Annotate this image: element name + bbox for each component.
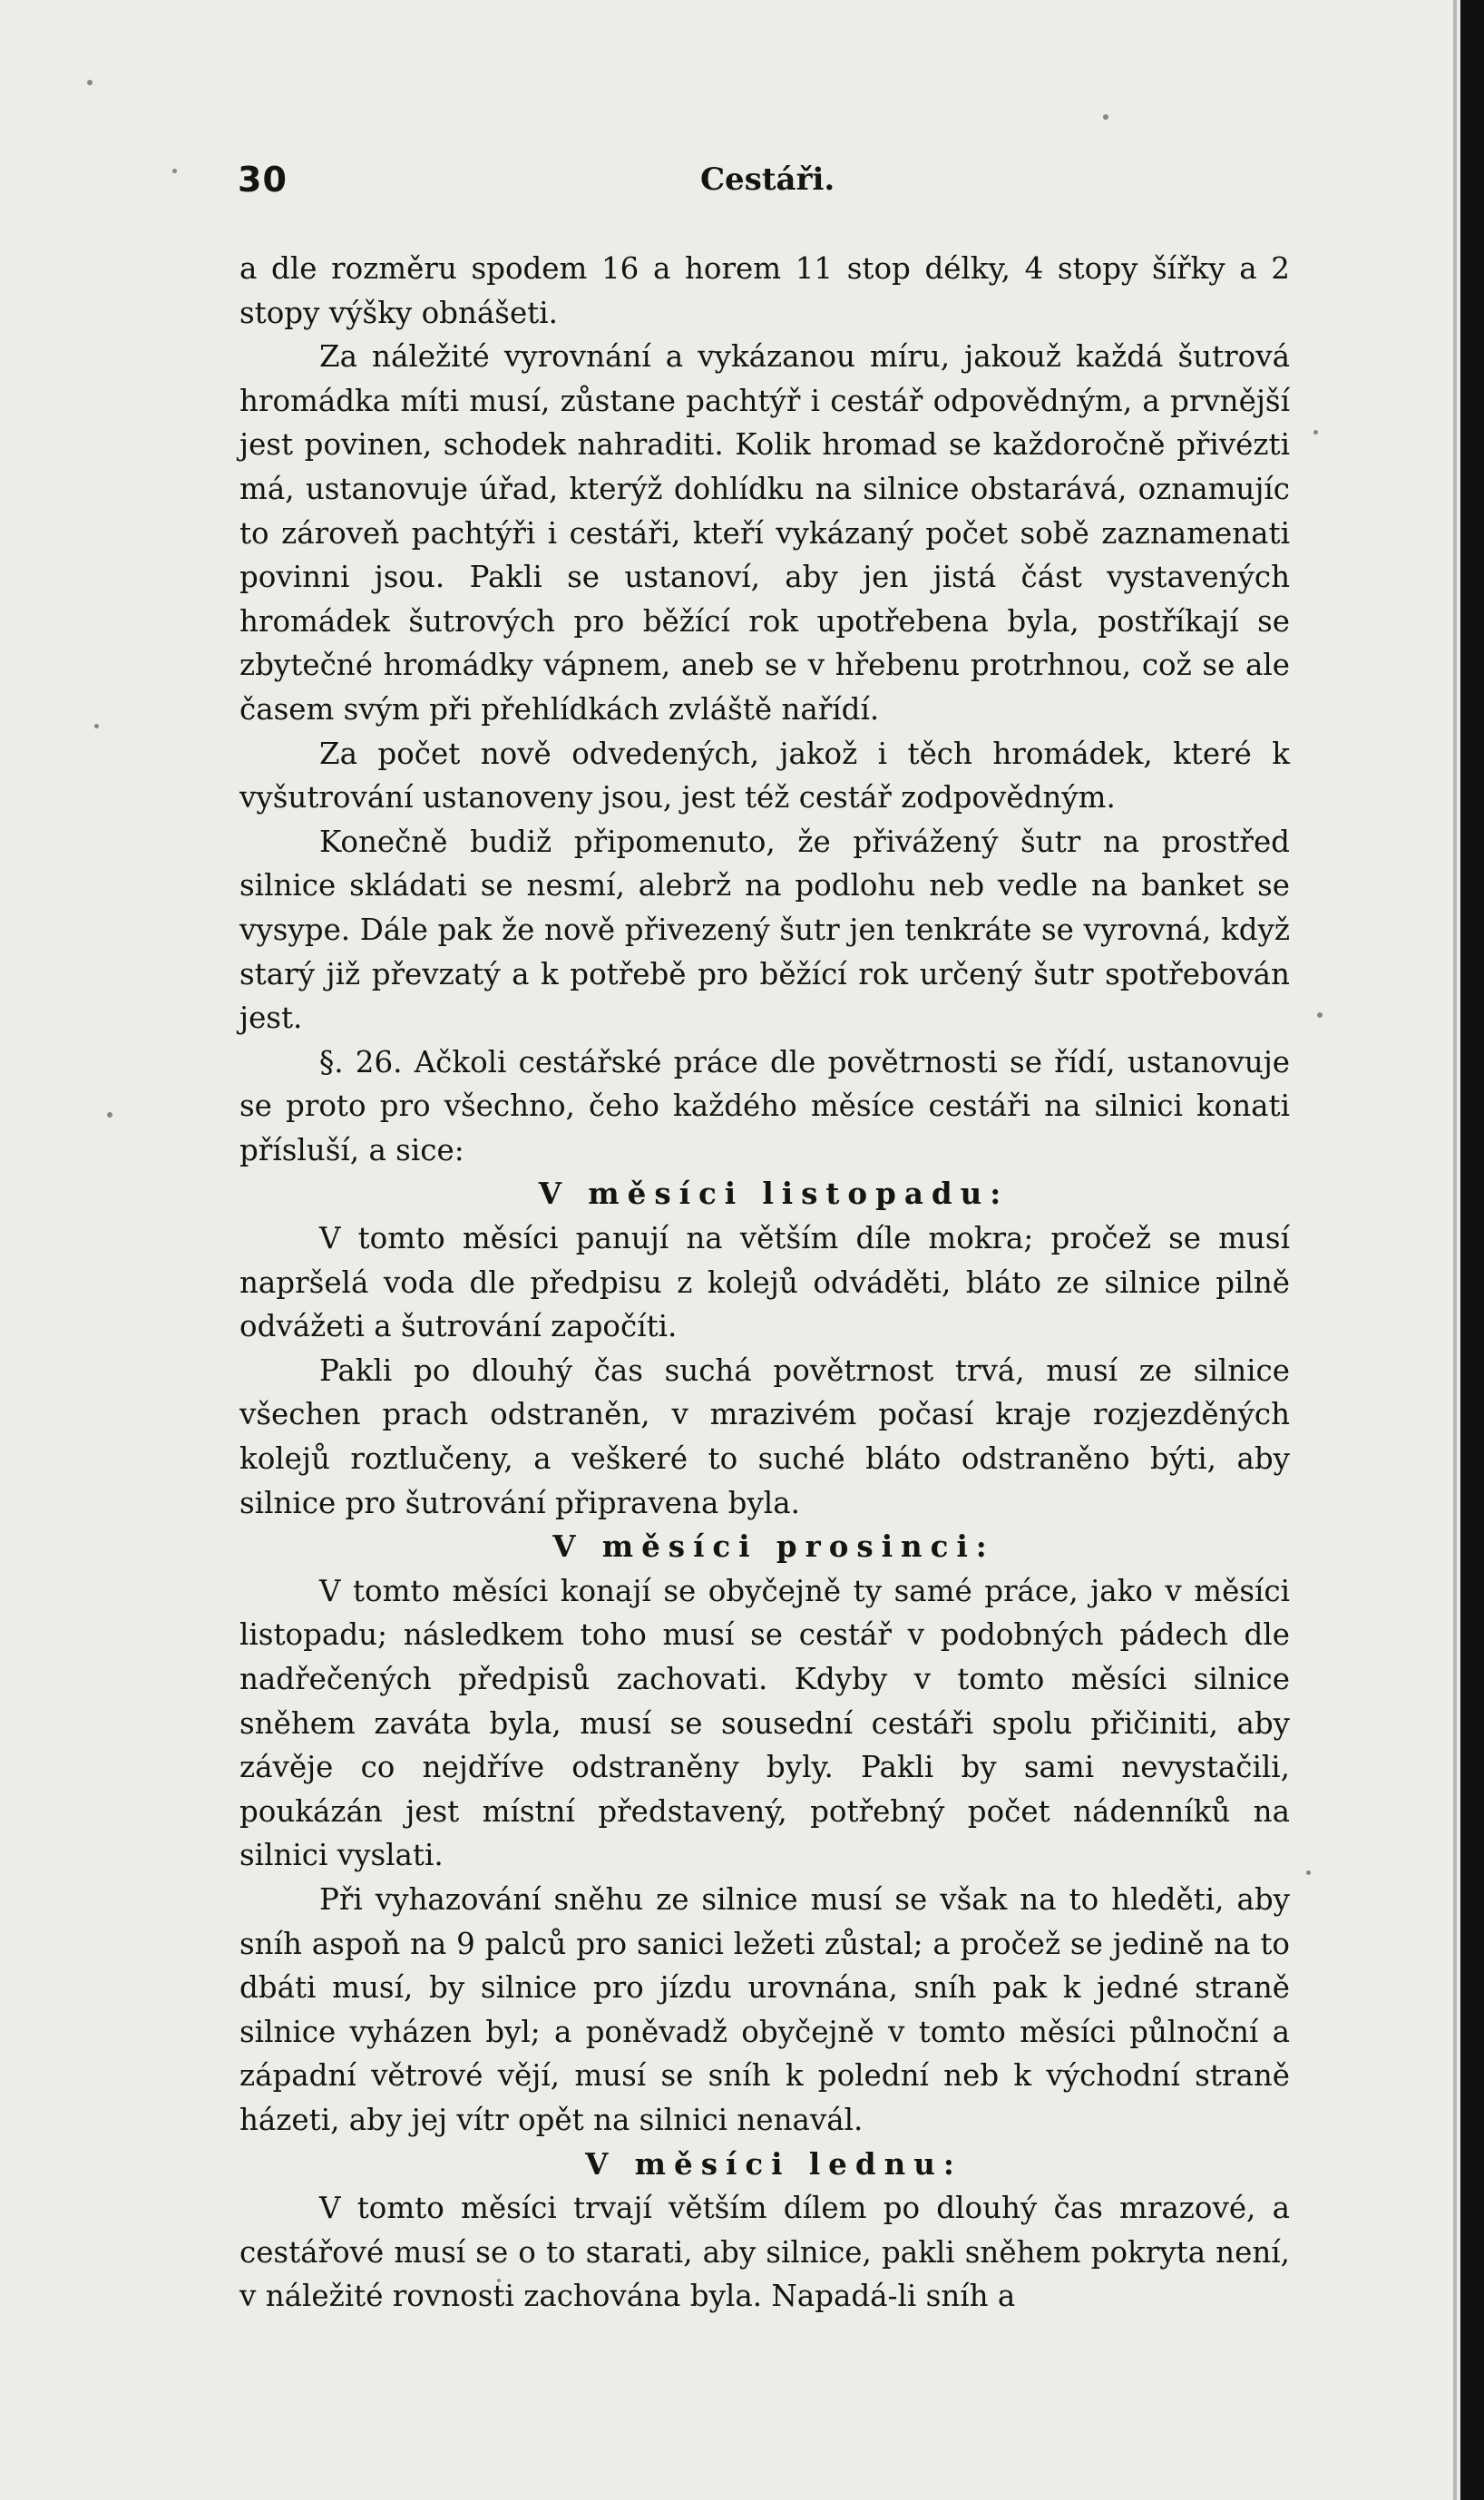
month-heading-leden: V měsíci lednu: bbox=[585, 2145, 962, 2182]
body-text bbox=[239, 247, 1290, 2319]
scan-edge bbox=[1460, 0, 1484, 2500]
scan-speck bbox=[1313, 430, 1318, 435]
scan-speck bbox=[87, 80, 93, 85]
paragraph: Konečně budiž připomenuto, že přivážený šutr na prostřed silnice skládati se nesmí, alebrž na podlohu neb vedle na banket se vysype. Dále pak že nově přivezený šutr jen tenkráte se vyrovná, když starý již převzatý a k potřebě pro běžící rok určený šutr spotřebován jest. bbox=[239, 824, 1290, 1036]
scan-edge-shadow bbox=[1453, 0, 1457, 2500]
scan-speck bbox=[1317, 1012, 1323, 1018]
paragraph: V tomto měsíci konají se obyčejně ty samé práce, jako v měsíci listopadu; následkem toho musí se cestář v podobných pádech dle nadřečených předpisů zachovati. Kdyby v tomto měsíci silnice sněhem zaváta byla, musí se sousední cestáři spolu přičiniti, aby závěje co nejdříve odstraněny byly. Pakli by sami nevystačili, poukázán jest místní představený, potřebný počet nádenníků na silnici vyslati. bbox=[239, 1573, 1290, 1873]
paragraph: Za náležité vyrovnání a vykázanou míru, jakouž každá šutrová hromádka míti musí, zůstane pachtýř i cestář odpovědným, a prvnější jest povinen, schodek nahraditi. Kolik hromad se každoročně přivézti má, ustanovuje úřad, kterýž dohlídku na silnice obstarává, oznamujíc to zároveň pachtýři i cestáři, kteří vykázaný počet sobě zaznamenati povinni jsou. Pakli se ustanoví, aby jen jistá část vystavených hromádek šutrových pro běžící rok upotřebena byla, postříkají se zbytečné hromádky vápnem, aneb se v hřebenu protrhnou, což se ale časem svým při přehlídkách zvláště nařídí. bbox=[239, 339, 1290, 727]
paragraph: Pakli po dlouhý čas suchá povětrnost trvá, musí ze silnice všechen prach odstraněn, v mrazivém počasí kraje rozjezděných kolejů roztlučeny, a veškeré to suché bláto odstraněno býti, aby silnice pro šutrování připravena byla. bbox=[239, 1353, 1290, 1520]
section-paragraph: §. 26. Ačkoli cestářské práce dle povětrnosti se řídí, ustanovuje se proto pro všechno, čeho každého měsíce cestáři na silnici konati přísluší, a sice: bbox=[239, 1044, 1290, 1167]
paragraph: V tomto měsíci panují na větším díle mokra; pročež se musí napršelá voda dle předpisu z kolejů odváděti, bláto ze silnice pilně odvážeti a šutrování započíti. bbox=[239, 1221, 1290, 1344]
month-heading-listopad: V měsíci listopadu: bbox=[538, 1176, 1010, 1212]
paragraph: a dle rozměru spodem 16 a horem 11 stop délky, 4 stopy šířky a 2 stopy výšky obnášeti. bbox=[239, 251, 1290, 330]
month-heading-prosinec: V měsíci prosinci: bbox=[552, 1528, 995, 1565]
scan-speck bbox=[107, 1112, 112, 1118]
scan-speck bbox=[1103, 114, 1108, 120]
scan-speck bbox=[1306, 1870, 1311, 1875]
paragraph: Při vyhazování sněhu ze silnice musí se však na to hleděti, aby sníh aspoň na 9 palců pro sanici ležeti zůstal; a pročež se jedině na to dbáti musí, by silnice pro jízdu urovnána, sníh pak k jedné straně silnice vyházen byl; a poněvadž obyčejně v tomto měsíci půlnoční a západní větrové vějí, musí se sníh k polední neb k východní straně házeti, aby jej vítr opět na silnici nenavál. bbox=[239, 1881, 1290, 2137]
scan-speck bbox=[94, 724, 99, 728]
paragraph: V tomto měsíci trvají větším dílem po dlouhý čas mrazové, a cestářové musí se o to starati, aby silnice, pakli sněhem pokryta není, v náležité rovnosti zachována byla. Napadá-li sníh a bbox=[239, 2191, 1290, 2314]
paragraph: Za počet nově odvedených, jakož i těch hromádek, které k vyšutrování ustanoveny jsou, jest též cestář zodpovědným. bbox=[239, 736, 1290, 815]
running-head bbox=[238, 160, 1290, 214]
running-title: Cestáři. bbox=[700, 161, 835, 198]
page-number: 30 bbox=[238, 160, 288, 200]
scan-speck bbox=[172, 169, 177, 173]
